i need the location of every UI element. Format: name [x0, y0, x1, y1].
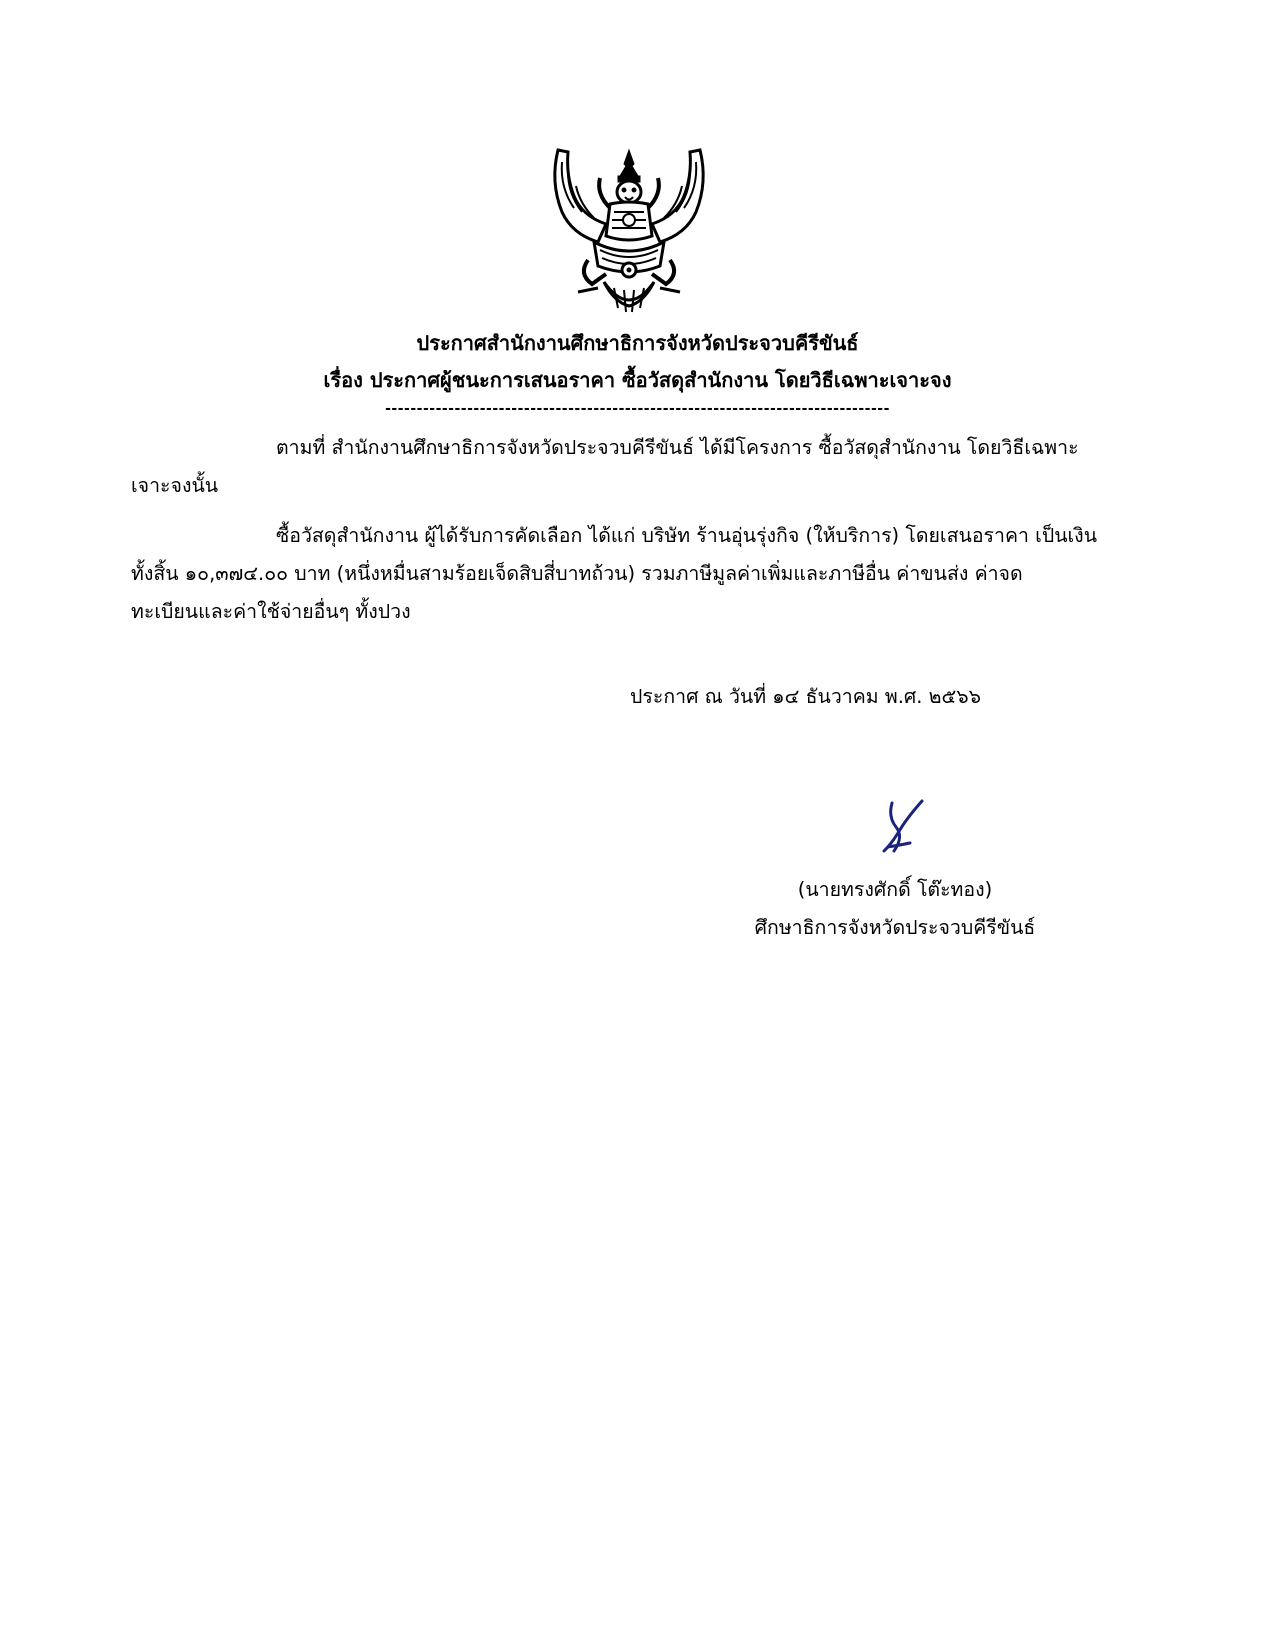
signatory-title: ศึกษาธิการจังหวัดประจวบคีรีขันธ์: [754, 916, 1036, 939]
garuda-emblem-icon: [548, 142, 710, 320]
announcement-title: ประกาศสำนักงานศึกษาธิการจังหวัดประจวบคีรีขันธ์: [416, 331, 859, 355]
paragraph-1-line-1: ตามที่ สำนักงานศึกษาธิการจังหวัดประจวบคีรีขันธ์ ได้มีโครงการ ซื้อวัสดุสำนักงาน โดยวิธีเฉพาะ: [276, 436, 1079, 459]
paragraph-2-line-3: ทะเบียนและค่าใช้จ่ายอื่นๆ ทั้งปวง: [131, 600, 411, 623]
paragraph-2-line-1: ซื้อวัสดุสำนักงาน ผู้ได้รับการคัดเลือก ได้แก่ บริษัท ร้านอุ่นรุ่งกิจ (ให้บริการ) โดยเสนอราคา เป็นเงิน: [276, 524, 1098, 547]
paragraph-2-line-2: ทั้งสิ้น ๑๐,๓๗๔.๐๐ บาท (หนึ่งหมื่นสามร้อยเจ็ดสิบสี่บาทถ้วน) รวมภาษีมูลค่าเพิ่มและภาษีอื่น ค่าขนส่ง ค่าจด: [131, 562, 1023, 585]
paragraph-1-line-2: เจาะจงนั้น: [131, 474, 219, 497]
signature-icon: [870, 797, 930, 857]
announcement-date: ประกาศ ณ วันที่ ๑๔ ธันวาคม พ.ศ. ๒๕๖๖: [630, 685, 982, 708]
signatory-name: (นายทรงศักดิ์ โต๊ะทอง): [797, 878, 993, 901]
heading-divider: --------------------------------------------------------------------------------: [385, 401, 890, 417]
announcement-subject: เรื่อง ประกาศผู้ชนะการเสนอราคา ซื้อวัสดุสำนักงาน โดยวิธีเฉพาะเจาะจง: [323, 368, 952, 392]
